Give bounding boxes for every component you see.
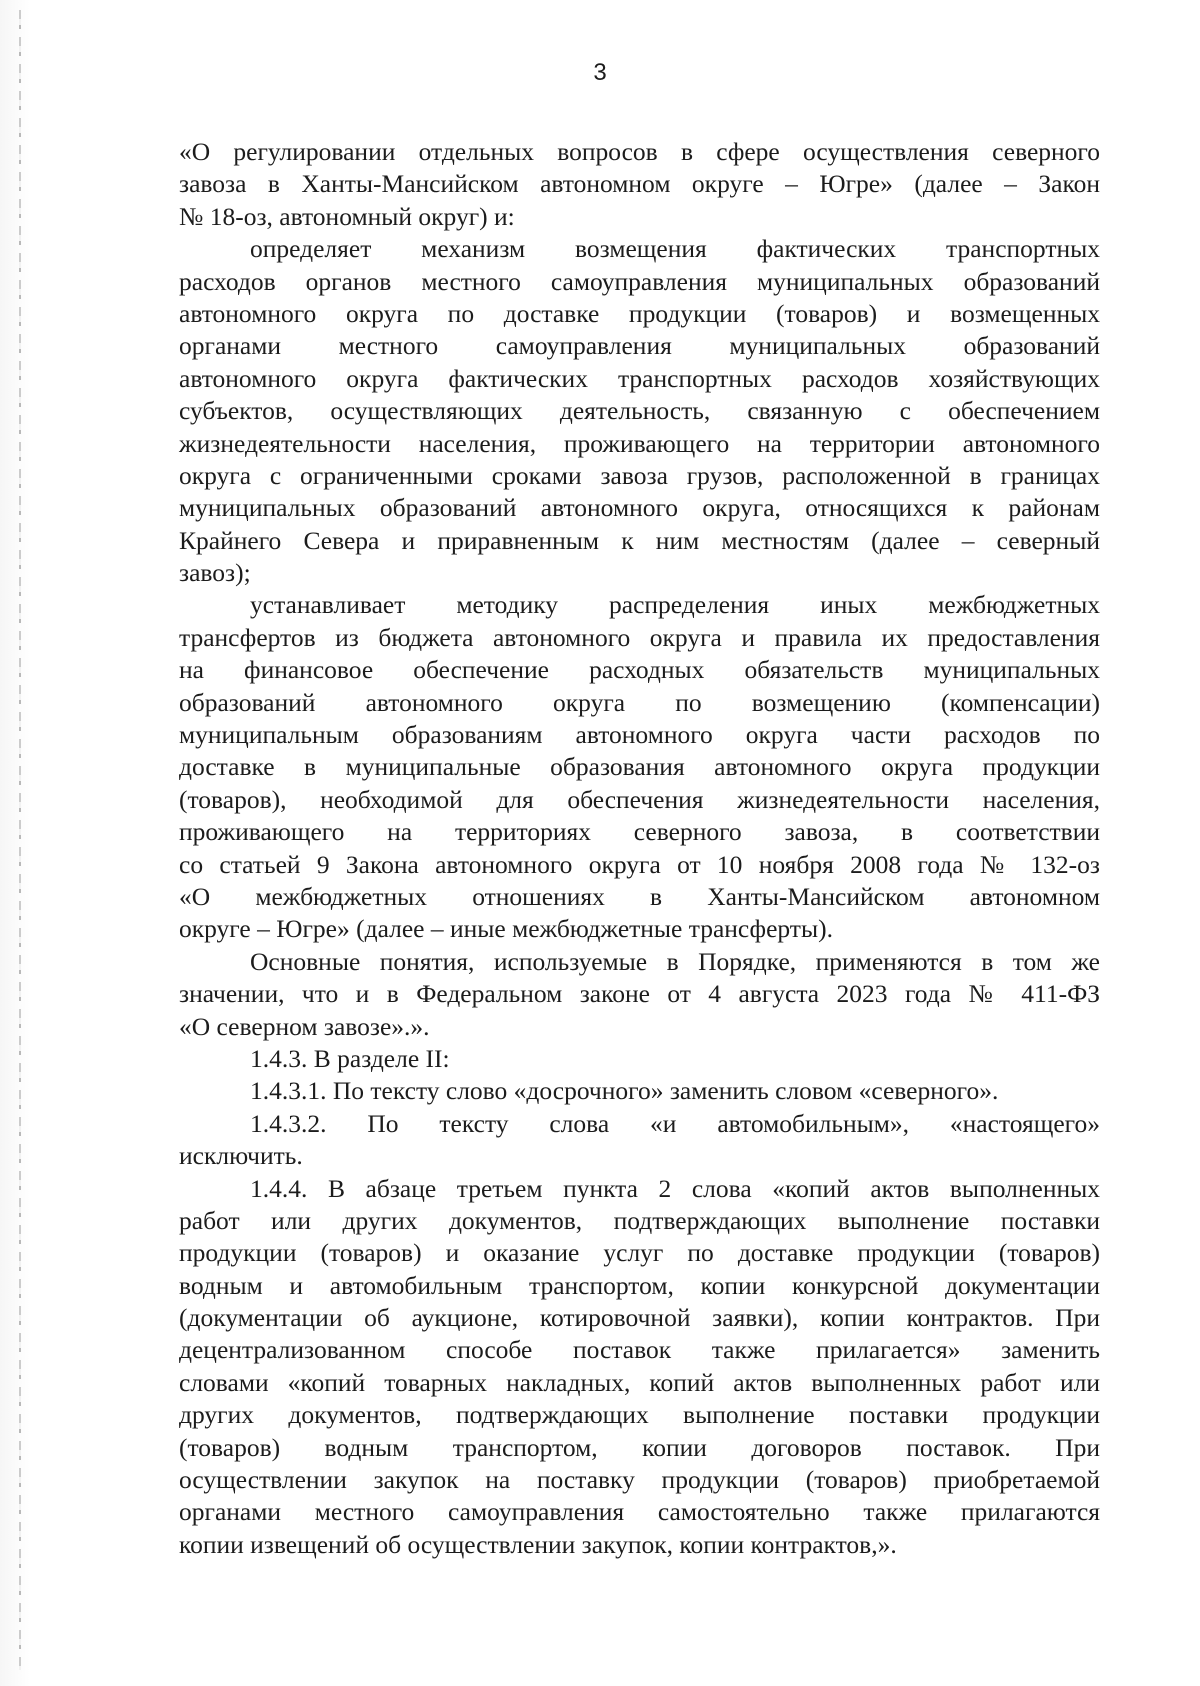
text-line: расходов органов местного самоуправления муниципальных образований (179, 266, 1100, 296)
text-line: Основные понятия, используемые в Порядке, применяются в том же (250, 946, 1100, 976)
text-line: муниципальных образований автономного округа, относящихся к районам (179, 493, 1100, 523)
text-line: доставке в муниципальные образования автономного округа продукции (179, 752, 1100, 782)
text-line: округа с ограниченными сроками завоза грузов, расположенной в границах (179, 460, 1100, 490)
text-line: других документов, подтверждающих выполнение поставки продукции (179, 1400, 1100, 1430)
text-line: продукции (товаров) и оказание услуг по доставке продукции (товаров) (179, 1238, 1100, 1268)
document-body (179, 136, 1100, 1561)
text-line: исключить. (179, 1141, 303, 1171)
text-line: водным и автомобильным транспортом, копии конкурсной документации (179, 1270, 1100, 1300)
text-line: № 18-оз, автономный округ) и: (179, 201, 515, 231)
text-line: 1.4.3. В разделе II: (250, 1043, 450, 1073)
text-line: работ или других документов, подтверждающих выполнение поставки (179, 1205, 1100, 1235)
text-line: значении, что и в Федеральном законе от 4 августа 2023 года № 411-ФЗ (179, 979, 1100, 1009)
paragraph (179, 589, 1100, 945)
text-line: завоз); (179, 558, 251, 588)
scan-margin (0, 0, 30, 1686)
text-line: 1.4.3.2. По тексту слова «и автомобильным», «настоящего» (250, 1108, 1100, 1138)
paragraph (179, 1043, 1100, 1075)
text-line: субъектов, осуществляющих деятельность, связанную с обеспечением (179, 396, 1100, 426)
text-line: образований автономного округа по возмещению (компенсации) (179, 687, 1100, 717)
text-line: со статьей 9 Закона автономного округа от 10 ноября 2008 года № 132-оз (179, 849, 1100, 879)
text-line: автономного округа фактических транспортных расходов хозяйствующих (179, 363, 1100, 393)
text-line: децентрализованном способе поставок также прилагается» заменить (179, 1335, 1100, 1365)
text-line: «О регулировании отдельных вопросов в сфере осуществления северного (179, 137, 1100, 166)
text-line: (товаров) водным транспортом, копии договоров поставок. При (179, 1432, 1100, 1462)
text-line: копии извещений об осуществлении закупок, копии контрактов,». (179, 1529, 897, 1559)
text-line: завоза в Ханты-Мансийском автономном округе – Югре» (далее – Закон (179, 169, 1100, 199)
text-line: Крайнего Севера и приравненным к ним местностям (далее – северный (179, 525, 1100, 555)
paragraph (179, 233, 1100, 589)
text-line: определяет механизм возмещения фактических транспортных (250, 234, 1100, 264)
text-line: 1.4.4. В абзаце третьем пункта 2 слова «копий актов выполненных (250, 1173, 1100, 1203)
text-line: трансфертов из бюджета автономного округа и правила их предоставления (179, 622, 1100, 652)
text-line: округе – Югре» (далее – иные межбюджетные трансферты). (179, 914, 833, 944)
text-line: жизнедеятельности населения, проживающего на территории автономного (179, 428, 1100, 458)
text-line: словами «копий товарных накладных, копий актов выполненных работ или (179, 1367, 1100, 1397)
text-line: автономного округа по доставке продукции (товаров) и возмещенных (179, 298, 1100, 328)
text-line: органами местного самоуправления самостоятельно также прилагаются (179, 1497, 1100, 1527)
text-line: органами местного самоуправления муниципальных образований (179, 331, 1100, 361)
page-number: 3 (593, 59, 607, 86)
paragraph (179, 946, 1100, 1043)
text-line: осуществлении закупок на поставку продукции (товаров) приобретаемой (179, 1465, 1100, 1495)
text-line: 1.4.3.1. По тексту слово «досрочного» заменить словом «северного». (250, 1076, 999, 1106)
text-line: устанавливает методику распределения иных межбюджетных (250, 590, 1100, 620)
text-line: муниципальным образованиям автономного округа части расходов по (179, 720, 1100, 750)
text-line: (товаров), необходимой для обеспечения жизнедеятельности населения, (179, 784, 1100, 814)
paragraph (179, 1108, 1100, 1173)
text-line: «О межбюджетных отношениях в Ханты-Мансийском автономном (179, 881, 1100, 911)
scan-artifact-line (19, 10, 21, 1670)
text-line: (документации об аукционе, котировочной заявки), копии контрактов. При (179, 1303, 1100, 1333)
text-line: на финансовое обеспечение расходных обязательств муниципальных (179, 655, 1100, 685)
paragraph (179, 136, 1100, 233)
text-line: проживающего на территориях северного завоза, в соответствии (179, 817, 1100, 847)
paragraph (179, 1075, 1100, 1107)
paragraph (179, 1173, 1100, 1562)
text-line: «О северном завозе».». (179, 1011, 430, 1041)
